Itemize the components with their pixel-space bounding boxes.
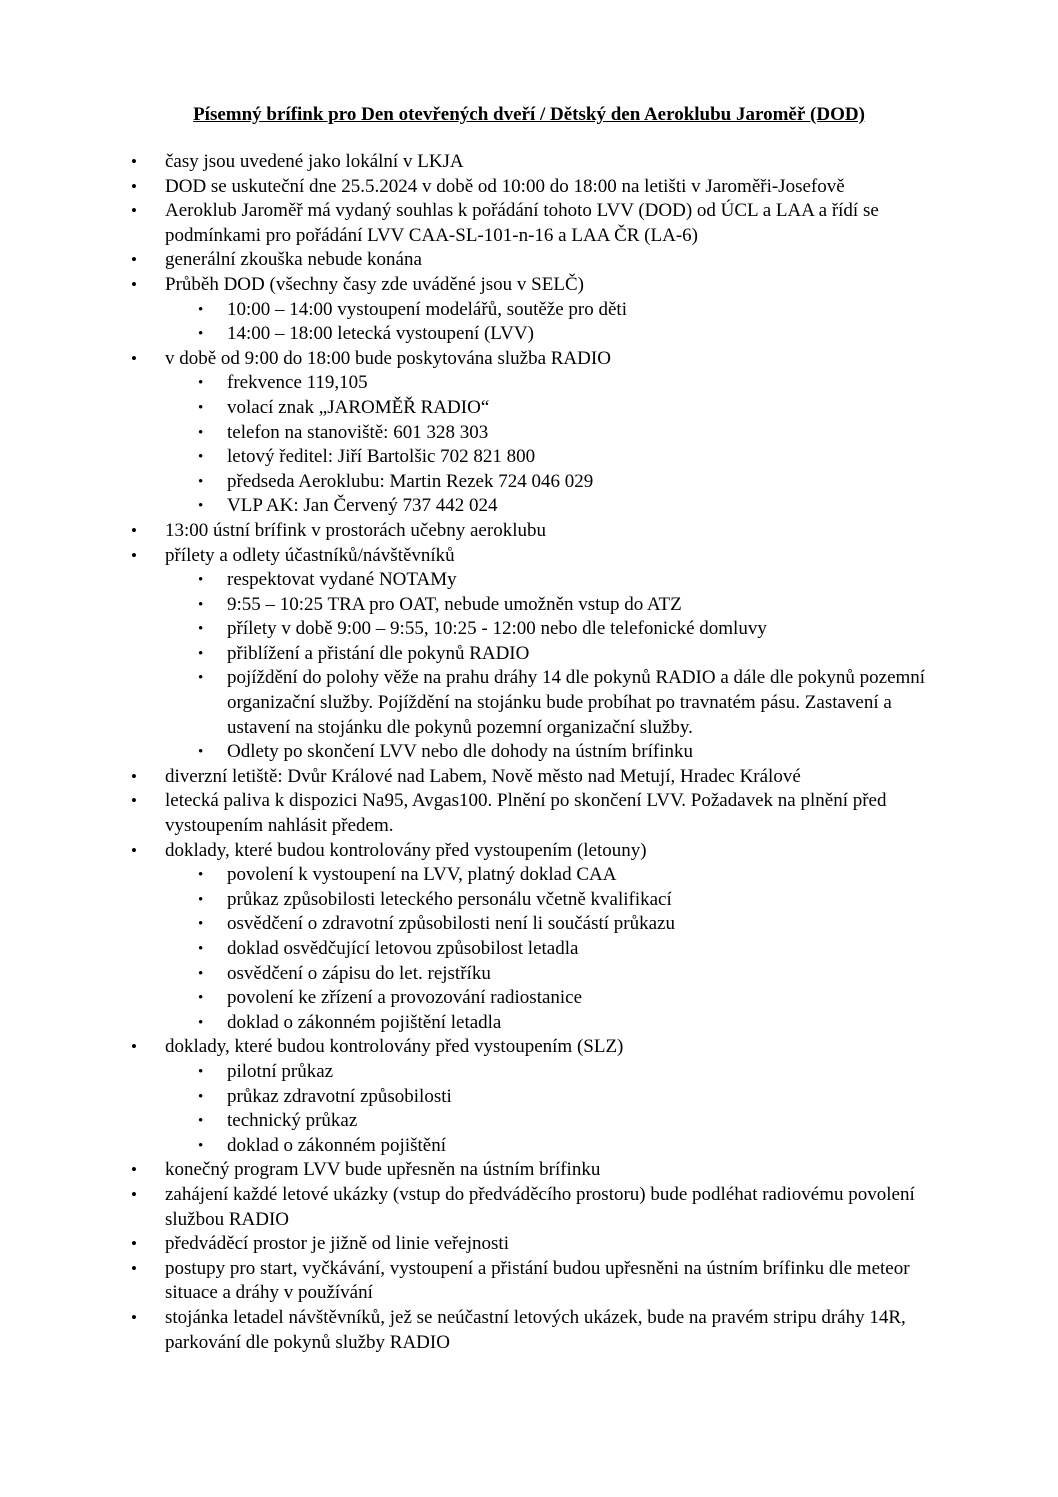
sub-list-item: • přílety v době 9:00 – 9:55, 10:25 - 12:00 nebo dle telefonické domluvy [0, 617, 955, 642]
list-item [0, 273, 955, 347]
list-item-text: DOD se uskuteční dne 25.5.2024 v době od 10:00 do 18:00 na letišti v Jaroměři-Josefově [165, 175, 845, 197]
list-item [0, 199, 955, 248]
sub-list-item: • doklad osvědčující letovou způsobilost letadla [0, 937, 955, 962]
list-item-text: generální zkouška nebude konána [165, 249, 422, 271]
sub-list-item: • technický průkaz [0, 1109, 955, 1134]
sub-list-item: • 10:00 – 14:00 vystoupení modelářů, soutěže pro děti [0, 298, 955, 323]
sub-list-item: • 9:55 – 10:25 TRA pro OAT, nebude umožněn vstup do ATZ [0, 593, 955, 618]
sub-list [165, 568, 955, 765]
list-item-text: postupy pro start, vyčkávání, vystoupení a přistání budou upřesněni na ústním brífinku dle meteor situace a dráhy v používání [165, 1257, 910, 1304]
list-item [0, 1158, 955, 1183]
list-item [0, 347, 955, 519]
list-item [0, 1035, 955, 1158]
sub-list-item: • Odlety po skončení LVV nebo dle dohody na ústním brífinku [0, 740, 955, 765]
list-item-text: přílety a odlety účastníků/návštěvníků [165, 544, 455, 566]
sub-list-item: • doklad o zákonném pojištění [0, 1134, 955, 1159]
sub-list-item: • letový ředitel: Jiří Bartolšic 702 821 800 [0, 445, 955, 470]
briefing-list [0, 150, 955, 1355]
sub-list-item: • osvědčení o zdravotní způsobilosti není li součástí průkazu [0, 912, 955, 937]
sub-list [165, 298, 955, 347]
list-item-text: stojánka letadel návštěvníků, jež se neúčastní letových ukázek, bude na pravém stripu dráhy 14R, parkování dle pokynů služby RADIO [165, 1306, 906, 1353]
sub-list [165, 863, 955, 1035]
sub-list-item: • doklad o zákonném pojištění letadla [0, 1011, 955, 1036]
sub-list-item: • osvědčení o zápisu do let. rejstříku [0, 962, 955, 987]
list-item [0, 150, 955, 175]
list-item-text: předváděcí prostor je jižně od linie veřejnosti [165, 1233, 509, 1255]
sub-list-item: • telefon na stanoviště: 601 328 303 [0, 421, 955, 446]
sub-list-item: • průkaz zdravotní způsobilosti [0, 1085, 955, 1110]
document-title: Písemný brífink pro Den otevřených dveří / Dětský den Aeroklubu Jaroměř (DOD) [193, 104, 865, 125]
list-item-text: Průběh DOD (všechny časy zde uváděné jsou v SELČ) [165, 273, 584, 295]
list-item [0, 248, 955, 273]
list-item-text: diverzní letiště: Dvůr Králové nad Labem, Nově město nad Metují, Hradec Králové [165, 765, 801, 787]
list-item-text: v době od 9:00 do 18:00 bude poskytována služba RADIO [165, 347, 611, 369]
list-item-text: doklady, které budou kontrolovány před vystoupením (SLZ) [165, 1036, 624, 1058]
sub-list-item: • respektovat vydané NOTAMy [0, 568, 955, 593]
sub-list-item: • průkaz způsobilosti leteckého personálu včetně kvalifikací [0, 888, 955, 913]
sub-list-item: • volací znak „JAROMĚŘ RADIO“ [0, 396, 955, 421]
sub-list-item: • předseda Aeroklubu: Martin Rezek 724 046 029 [0, 470, 955, 495]
list-item-text: doklady, které budou kontrolovány před vystoupením (letouny) [165, 839, 647, 861]
sub-list [165, 371, 955, 519]
list-item [0, 175, 955, 200]
list-item-text: časy jsou uvedené jako lokální v LKJA [165, 151, 464, 172]
list-item [0, 1183, 955, 1232]
list-item [0, 519, 955, 544]
list-item-text: Aeroklub Jaroměř má vydaný souhlas k pořádání tohoto LVV (DOD) od ÚCL a LAA a řídí se podmínkami pro pořádání LVV CAA-SL-101-n-16 a LAA ČR (LA-6) [165, 200, 879, 246]
list-item [0, 544, 955, 765]
list-item [0, 1306, 955, 1355]
sub-list-item: • pilotní průkaz [0, 1060, 955, 1085]
sub-list-item: • přiblížení a přistání dle pokynů RADIO [0, 642, 955, 667]
list-item-text: konečný program LVV bude upřesněn na ústním brífinku [165, 1159, 601, 1181]
sub-list-item: • frekvence 119,105 [0, 371, 955, 396]
list-item-text: letecká paliva k dispozici Na95, Avgas100. Plnění po skončení LVV. Požadavek na plnění před vystoupením nahlásit předem. [165, 790, 887, 837]
list-item [0, 839, 955, 1036]
list-item-text: zahájení každé letové ukázky (vstup do předváděcího prostoru) bude podléhat radiovému povolení službou RADIO [165, 1183, 915, 1230]
sub-list-item: • povolení k vystoupení na LVV, platný doklad CAA [0, 863, 955, 888]
sub-list [165, 1060, 955, 1158]
sub-list-item: • pojíždění do polohy věže na prahu dráhy 14 dle pokynů RADIO a dále dle pokynů pozemní organizační služby. Pojíždění na stojánku bude probíhat po travnatém pásu. Zastavení a ustavení na stojánku dle pokynů pozemní organizační služby. [0, 666, 955, 740]
list-item [0, 765, 955, 790]
sub-list-item: • povolení ke zřízení a provozování radiostanice [0, 986, 955, 1011]
list-item-text: 13:00 ústní brífink v prostorách učebny aeroklubu [165, 519, 546, 541]
sub-list-item: • 14:00 – 18:00 letecká vystoupení (LVV) [0, 322, 955, 347]
list-item [0, 1232, 955, 1257]
list-item [0, 1257, 955, 1306]
sub-list-item: • VLP AK: Jan Červený 737 442 024 [0, 494, 955, 519]
list-item [0, 789, 955, 838]
